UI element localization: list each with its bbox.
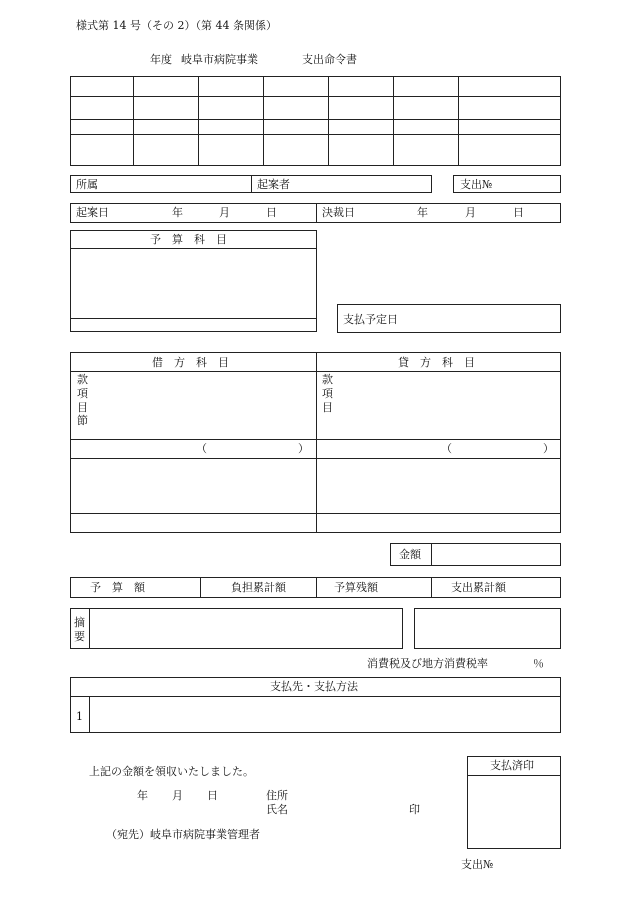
yosan-gaku-label: 予 算 額 xyxy=(90,581,145,594)
grid-cell[interactable] xyxy=(459,120,561,135)
accounts-line-1 xyxy=(70,439,561,440)
kingaku-label: 金額 xyxy=(399,548,421,561)
payment-header: 支払先・支払方法 xyxy=(270,680,358,693)
grid-cell[interactable] xyxy=(329,97,394,120)
kianja-label: 起案者 xyxy=(257,178,290,191)
shishutsu-ruikei-label: 支出累計額 xyxy=(451,581,506,594)
kashikata-label: 貸 方 科 目 xyxy=(398,356,475,369)
jusho-label: 住所 xyxy=(266,789,288,802)
yosan-kamoku-label: 予 算 科 目 xyxy=(150,233,227,246)
grid-cell[interactable] xyxy=(394,77,459,97)
yosan-footer-line xyxy=(70,318,317,319)
kian-hi: 日 xyxy=(266,206,277,219)
grid-cell[interactable] xyxy=(134,77,199,97)
accounts-header-line xyxy=(70,371,561,372)
credit-paren-open: （ xyxy=(441,442,452,455)
info-divider xyxy=(251,175,252,193)
grid-cell[interactable] xyxy=(394,97,459,120)
grid-cell[interactable] xyxy=(71,97,134,120)
grid-cell[interactable] xyxy=(199,97,264,120)
grid-cell[interactable] xyxy=(264,77,329,97)
debit-levels xyxy=(77,373,88,428)
karikata-label: 借 方 科 目 xyxy=(152,356,229,369)
level-kan: 款 xyxy=(322,373,333,386)
grid-cell[interactable] xyxy=(264,97,329,120)
debit-paren-close: ） xyxy=(298,442,309,455)
payment-row-field[interactable] xyxy=(91,698,559,731)
credit-paren-close: ） xyxy=(543,442,554,455)
kian-tsuki: 月 xyxy=(219,206,230,219)
grid-cell[interactable] xyxy=(199,135,264,166)
level-setsu: 節 xyxy=(77,414,88,428)
payment-divider xyxy=(89,696,90,733)
in-label: 印 xyxy=(409,803,420,816)
doc-title: 支出命令書 xyxy=(302,53,357,66)
doc-org-label: 岐阜市病院事業 xyxy=(181,53,258,66)
grid-cell[interactable] xyxy=(71,77,134,97)
debit-paren-open: （ xyxy=(196,442,207,455)
shishutsu-no-label: 支出№ xyxy=(460,178,493,191)
grid-cell[interactable] xyxy=(394,120,459,135)
accounts-line-2 xyxy=(70,458,561,459)
level-moku: 目 xyxy=(322,400,333,414)
dates-divider xyxy=(316,203,317,223)
shimei-label: 氏名 xyxy=(266,803,288,816)
summary-divider xyxy=(200,577,201,598)
accounts-line-3 xyxy=(70,513,561,514)
futan-ruikei-label: 負担累計額 xyxy=(231,581,286,594)
level-kan: 款 xyxy=(77,373,88,386)
grid-cell[interactable] xyxy=(134,120,199,135)
grid-cell[interactable] xyxy=(71,135,134,166)
shozoku-label: 所属 xyxy=(76,178,98,191)
tax-rate-label: 消費税及び地方消費税率 xyxy=(367,657,488,670)
grid-cell[interactable] xyxy=(394,135,459,166)
credit-levels xyxy=(322,373,333,414)
tekiyo-char: 要 xyxy=(74,629,85,643)
kian-bi-label: 起案日 xyxy=(76,206,109,219)
grid-cell[interactable] xyxy=(329,135,394,166)
receipt-nen: 年 xyxy=(137,789,148,802)
summary-divider xyxy=(431,577,432,598)
grid-cell[interactable] xyxy=(459,77,561,97)
kessai-bi-label: 決裁日 xyxy=(322,206,355,219)
kessai-tsuki: 月 xyxy=(465,206,476,219)
tax-rate-unit: ％ xyxy=(533,657,544,670)
accounts-divider xyxy=(316,352,317,533)
yosan-header-line xyxy=(70,248,317,249)
grid-cell[interactable] xyxy=(199,77,264,97)
summary-divider xyxy=(316,577,317,598)
kingaku-divider xyxy=(431,543,432,566)
grid-cell[interactable] xyxy=(71,120,134,135)
stamp-shishutsu-no: 支出№ xyxy=(461,858,494,871)
receipt-tsuki: 月 xyxy=(172,789,183,802)
grid-cell[interactable] xyxy=(329,120,394,135)
payment-header-line xyxy=(70,696,561,697)
atesaki-label: （宛先）岐阜市病院事業管理者 xyxy=(106,828,260,841)
receipt-text: 上記の金額を領収いたしました。 xyxy=(89,765,254,778)
level-kou: 項 xyxy=(322,386,333,400)
grid-cell[interactable] xyxy=(134,135,199,166)
tekiyo-box[interactable] xyxy=(70,608,403,649)
grid-cell[interactable] xyxy=(459,135,561,166)
stamp-header-line xyxy=(467,775,561,776)
kessai-nen: 年 xyxy=(417,206,428,219)
grid-cell[interactable] xyxy=(264,135,329,166)
grid-cell[interactable] xyxy=(459,97,561,120)
payment-row-no: 1 xyxy=(76,710,83,723)
tekiyo-label xyxy=(74,616,85,644)
grid-cell[interactable] xyxy=(199,120,264,135)
yosan-zan-label: 予算残額 xyxy=(334,581,378,594)
grid-cell[interactable] xyxy=(329,77,394,97)
receipt-hi: 日 xyxy=(207,789,218,802)
tekiyo-side-box[interactable] xyxy=(414,608,561,649)
doc-year-label: 年度 xyxy=(150,53,172,66)
kessai-hi: 日 xyxy=(513,206,524,219)
grid-cell[interactable] xyxy=(134,97,199,120)
form-number: 様式第 14 号（その 2）（第 44 条関係） xyxy=(76,19,277,32)
tekiyo-divider xyxy=(89,608,90,649)
tekiyo-char: 摘 xyxy=(74,616,85,629)
shiharai-yotei-label: 支払予定日 xyxy=(343,313,398,326)
level-moku: 目 xyxy=(77,400,88,414)
kian-nen: 年 xyxy=(172,206,183,219)
approval-grid xyxy=(70,76,561,166)
level-kou: 項 xyxy=(77,386,88,400)
stamp-label: 支払済印 xyxy=(490,759,534,772)
grid-cell[interactable] xyxy=(264,120,329,135)
